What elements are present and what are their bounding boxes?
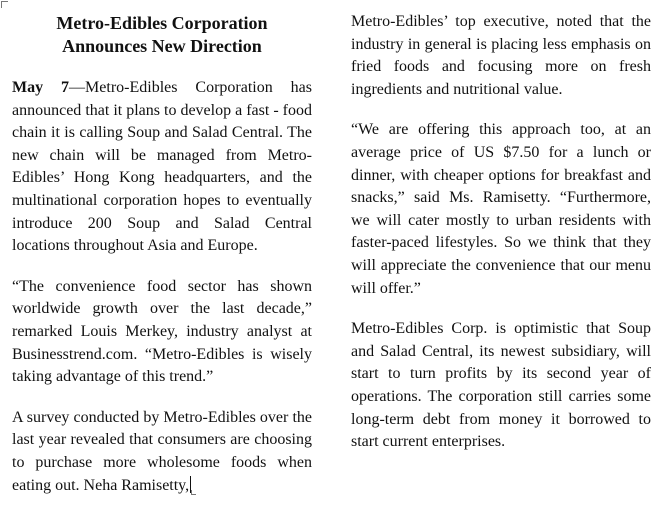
paragraph-analyst-quote: “The convenience food sector has shown worldwide growth over the last decade,” remarked Louis Merkey, industry analyst at Businesstrend.com. “Metro-Edibles is wisely taking advantage of this trend.” [12, 277, 312, 386]
right-column[interactable] [351, 11, 651, 472]
headline-line-2: Announces New Direction [62, 35, 262, 56]
paragraph-intro-text: —Metro-Edibles Corporation has announced that it plans to develop a fast - food chain it is calling Soup and Salad Central. The new chain will be managed from Metro-Edibles’ Hong Kong headquarters, and the multinational corporation hopes to eventually introduce 200 Soup and Salad Central locations throughout Asia and Europe. [12, 79, 312, 255]
column-break-mark [191, 490, 196, 495]
paragraph-executive: Metro-Edibles’ top executive, noted that the industry in general is placing less emphasis on fried foods and focusing more on fresh ingredients and nutritional value. [351, 13, 651, 98]
article-headline [12, 12, 312, 57]
left-column[interactable] [12, 10, 312, 515]
dateline: May 7 [12, 79, 70, 96]
paragraph-intro [12, 77, 312, 258]
paragraph-survey-text: A survey conducted by Metro-Edibles over the last year revealed that consumers are choosing to purchase more wholesome foods when eating out. Neha Ramisetty, [12, 408, 312, 494]
margin-corner-mark [1, 1, 8, 8]
paragraph-ramisetty-quote: “We are offering this approach too, at an average price of US $7.50 for a lunch or dinner, with cheaper options for breakfast and snacks,” said Ms. Ramisetty. “Furthermore, we will cater mostly to urban residents with faster-paced lifestyles. So we think that they will appreciate the convenience that our menu will offer.” [351, 121, 651, 297]
paragraph-survey [12, 407, 312, 497]
headline-line-1: Metro-Edibles Corporation [56, 13, 268, 33]
paragraph-outlook: Metro-Edibles Corp. is optimistic that Soup and Salad Central, its newest subsidiary, will start to turn profits by its second year of operations. The corporation still carries some long-term debt from money it borrowed to start current enterprises. [351, 320, 651, 451]
